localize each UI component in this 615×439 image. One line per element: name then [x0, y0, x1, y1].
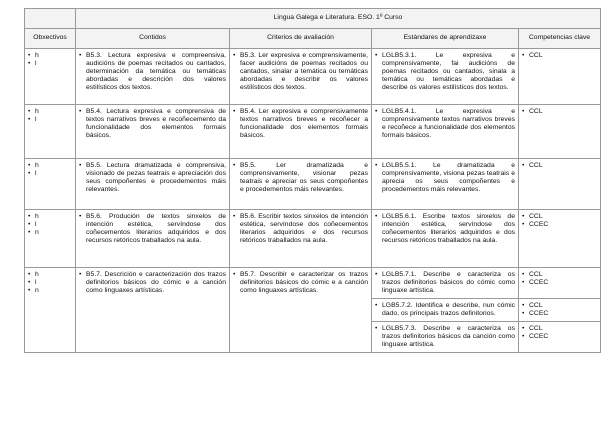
- cell-contidos: [76, 49, 230, 105]
- contido-text: • B5.3. Lectura expresiva e compreensiva, audicións de poemas recitados ou cantados, determinación da temática ou temáticas abordadas e descrición dos valores estilísticos dos textos.: [79, 52, 226, 92]
- table-row: [25, 105, 601, 159]
- cell-obxectivos: [25, 268, 76, 353]
- obxectivo-item: • h: [28, 271, 72, 279]
- obxectivo-item: • l: [28, 221, 72, 229]
- obxectivos-list: [28, 271, 72, 295]
- competencia-item: • CCL: [522, 325, 597, 333]
- table-body: [25, 49, 601, 353]
- cell-estandar: [372, 210, 519, 268]
- cell-obxectivos: [25, 210, 76, 268]
- cell-contidos: [76, 210, 230, 268]
- cell-estandar: [372, 268, 519, 299]
- estandar-text: • LGLB5.6.1. Escribe textos sinxelos de intención estética, servíndose dos coñecementos literarios adquiridos e dos recursos retóricos traballados na aula.: [375, 213, 515, 245]
- cell-competencias: [519, 49, 601, 105]
- obxectivos-list: [28, 108, 72, 124]
- cell-competencias: [519, 159, 601, 210]
- cell-contidos: [76, 268, 230, 353]
- competencia-item: • CCL: [522, 271, 597, 279]
- estandar-text: • LGLB5.3.1. Le expresiva e comprensivamente, fai audicións de poemas recitados ou cantados, sinala a temática ou temáticas abordadas e describe os valores estilísticos dos textos.: [375, 52, 515, 92]
- cell-criterios: [230, 268, 372, 353]
- header-obxectivos: Obxectivos: [25, 29, 76, 49]
- competencia-item: • CCEC: [522, 221, 597, 229]
- criterio-text: • B5.7. Describir e caracterizar os trazos definitorios básicos do cómic e a canción como linguaxes artísticas.: [233, 271, 368, 295]
- estandar-text: • LGLB5.7.3. Describe e caracteriza os trazos definitorios básicos da canción como linguaxe artística.: [375, 325, 515, 349]
- table-row: [25, 268, 601, 299]
- cell-competencias: [519, 268, 601, 299]
- header-criterios: Criterios de avaliación: [230, 29, 372, 49]
- obxectivo-item: • h: [28, 52, 72, 60]
- obxectivo-item: • l: [28, 279, 72, 287]
- cell-obxectivos: [25, 49, 76, 105]
- cell-estandar: [372, 322, 519, 353]
- obxectivo-item: • h: [28, 108, 72, 116]
- contido-text: • B5.6. Produción de textos sinxelos de intención estética, servíndose dos coñecementos literarios adquiridos e dos recursos retóricos traballados na aula.: [79, 213, 226, 245]
- competencia-item: • CCL: [522, 162, 597, 170]
- criterio-text: • B5.6. Escribir textos sinxelos de intención estética, servíndose dos coñecementos literarios adquiridos e dos recursos retóricos traballados na aula.: [233, 213, 368, 245]
- table-row: [25, 159, 601, 210]
- estandar-text: • LGLB5.4.1. Le expresiva e comprensivamente textos narrativos breves e recoñece a funcionalidade dos elementos formais básicos.: [375, 108, 515, 140]
- competencia-item: • CCL: [522, 302, 597, 310]
- contido-text: • B5.7. Descrición e caracterización dos trazos definitorios básicos do cómic e a canción como linguaxes artísticas.: [79, 271, 226, 295]
- cell-obxectivos: [25, 105, 76, 159]
- table-title: Lingua Galega e Literatura. ESO. 1º Curso: [76, 9, 601, 29]
- cell-contidos: [76, 159, 230, 210]
- table-row: [25, 210, 601, 268]
- estandar-text: • LGB5.7.2. Identifica e describe, nun cómic dado, os principais trazos definitorios.: [375, 302, 515, 318]
- competencia-item: • CCL: [522, 108, 597, 116]
- cell-estandar: [372, 159, 519, 210]
- curriculum-table: [24, 8, 601, 353]
- header-estandares: Estándares de aprendizaxe: [372, 29, 519, 49]
- contido-text: • B5.5. Lectura dramatizada e comprensiva, visionado de pezas teatrais e apreciación dos seus compoñentes e procedementos máis relevantes.: [79, 162, 226, 194]
- competencia-item: • CCEC: [522, 310, 597, 318]
- cell-estandar: [372, 49, 519, 105]
- cell-competencias: [519, 299, 601, 322]
- header-contidos: Contidos: [76, 29, 230, 49]
- criterio-text: • B5.3. Ler expresiva e comprensivamente, facer audicións de poemas recitados ou cantados, sinalar a temática ou temáticas abordadas e describir os valores estilísticos dos textos.: [233, 52, 368, 92]
- competencia-item: • CCEC: [522, 279, 597, 287]
- obxectivos-list: [28, 213, 72, 237]
- cell-criterios: [230, 49, 372, 105]
- criterio-text: • B5.4. Ler expresiva e comprensivamente textos narrativos breves e recoñecer a funcionalidade dos elementos formais básicos.: [233, 108, 368, 140]
- cell-estandar: [372, 299, 519, 322]
- table-row: [25, 49, 601, 105]
- cell-criterios: [230, 210, 372, 268]
- obxectivo-item: • n: [28, 229, 72, 237]
- obxectivos-list: [28, 162, 72, 178]
- blank-header-cell: [25, 9, 76, 29]
- cell-estandar: [372, 105, 519, 159]
- cell-competencias: [519, 105, 601, 159]
- estandar-text: • LGLB5.7.1. Describe e caracteriza os trazos definitorios básicos do cómic como linguaxe artística.: [375, 271, 515, 295]
- cell-contidos: [76, 105, 230, 159]
- obxectivo-item: • h: [28, 162, 72, 170]
- competencia-item: • CCL: [522, 52, 597, 60]
- obxectivo-item: • n: [28, 287, 72, 295]
- competencia-item: • CCL: [522, 213, 597, 221]
- cell-criterios: [230, 105, 372, 159]
- contido-text: • B5.4. Lectura expresiva e comprensiva de textos narrativos breves e recoñecemento da funcionalidade dos elementos formais básicos.: [79, 108, 226, 140]
- obxectivo-item: • h: [28, 213, 72, 221]
- obxectivos-list: [28, 52, 72, 68]
- cell-competencias: [519, 210, 601, 268]
- criterio-text: • B5.5. Ler dramatizada e comprensivamente, visionar pezas teatrais e apreciar os seus compoñentes e procedementos máis relevantes.: [233, 162, 368, 194]
- cell-criterios: [230, 159, 372, 210]
- obxectivo-item: • l: [28, 116, 72, 124]
- cell-competencias: [519, 322, 601, 353]
- cell-obxectivos: [25, 159, 76, 210]
- competencia-item: • CCEC: [522, 333, 597, 341]
- estandar-text: • LGLB5.5.1. Le dramatizada e comprensivamente, visiona pezas teatrais e aprecia os seus compoñentes e procedementos máis relevantes.: [375, 162, 515, 194]
- obxectivo-item: • l: [28, 60, 72, 68]
- header-competencias: Competencias clave: [519, 29, 601, 49]
- obxectivo-item: • l: [28, 170, 72, 178]
